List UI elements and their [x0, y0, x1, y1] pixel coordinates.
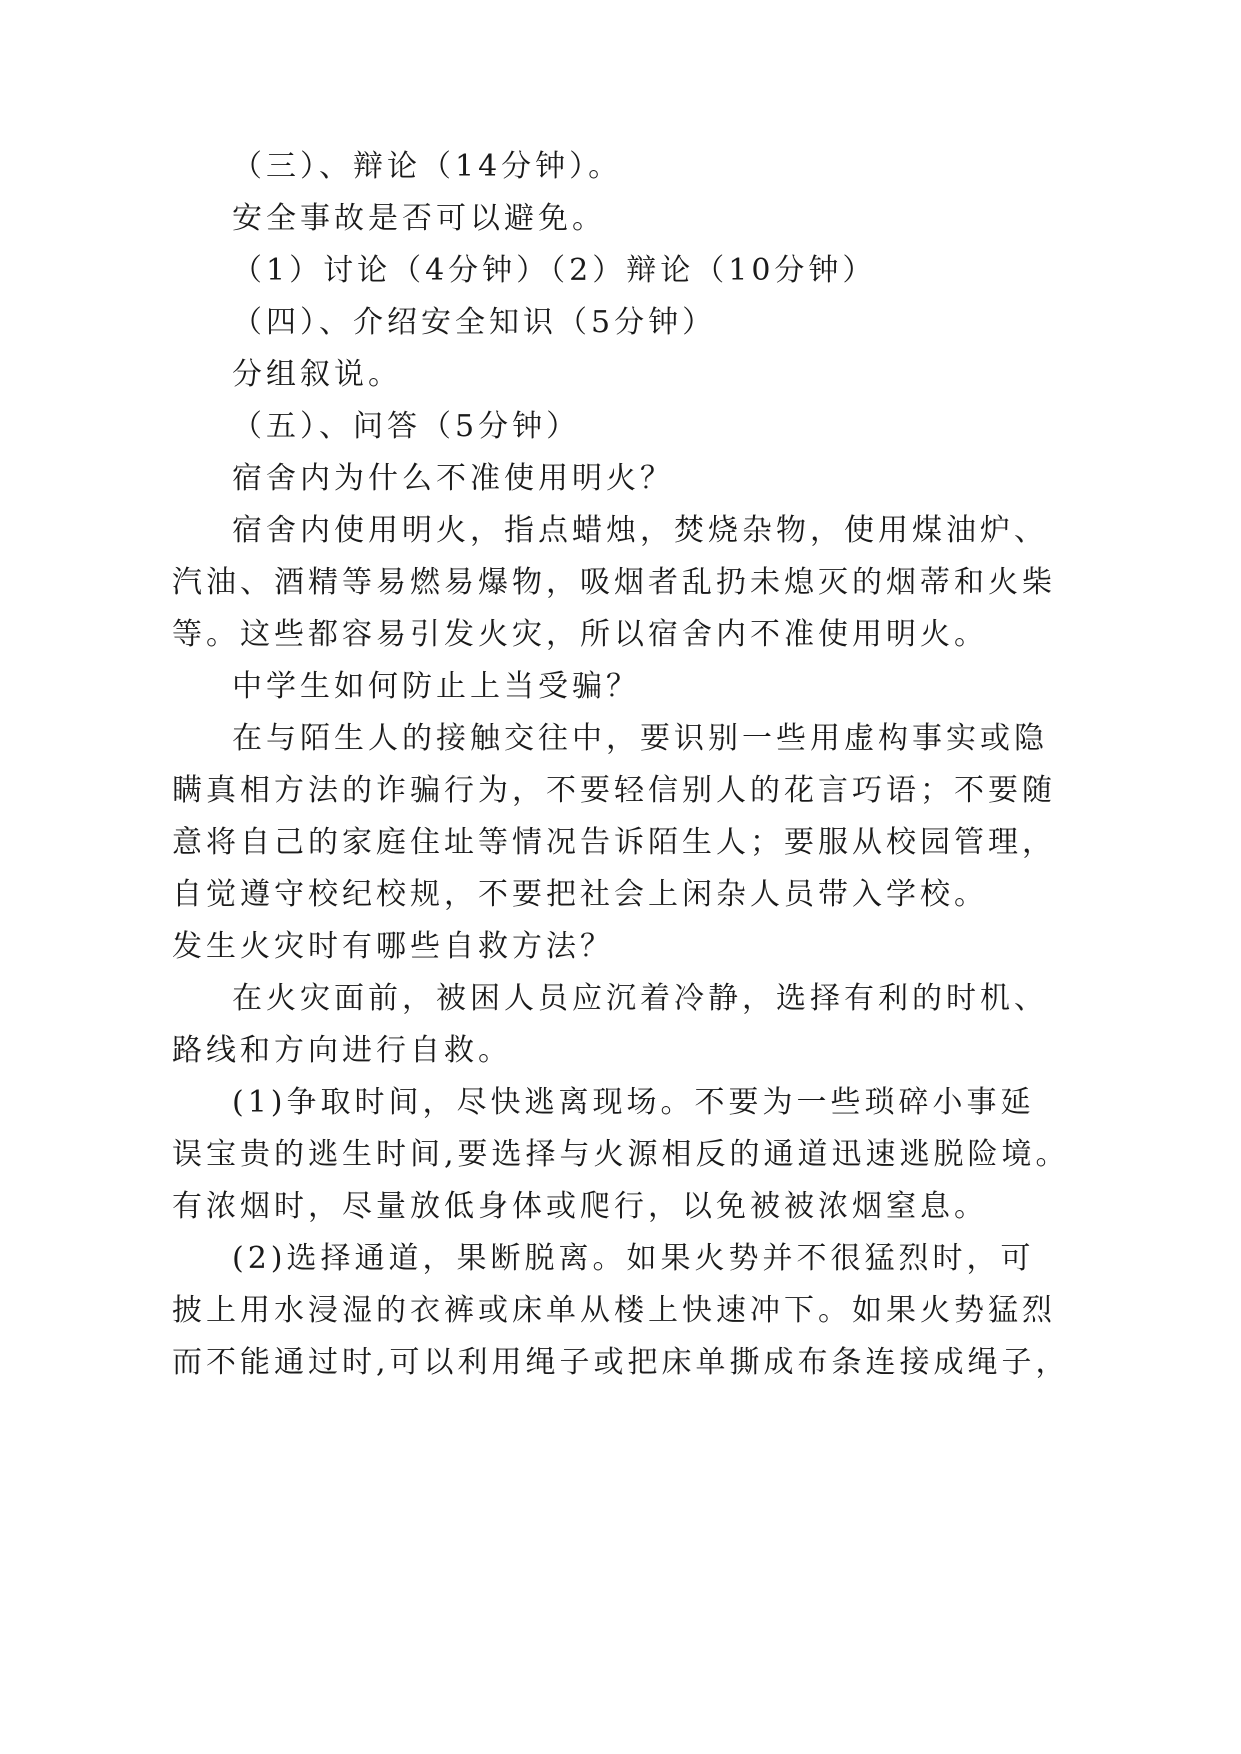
group-narration: 分组叙说。: [232, 357, 402, 392]
answer-open-fire-line-3: 等。这些都容易引发火灾，所以宿舍内不准使用明火。: [172, 617, 988, 652]
answer-fire-intro-line-1: 在火灾面前，被困人员应沉着冷静，选择有利的时机、: [232, 981, 1048, 1016]
section-heading-debate: （三）、辩论（14分钟）。: [232, 149, 623, 184]
question-fraud: 中学生如何防止上当受骗？: [232, 669, 640, 704]
answer-open-fire-line-1: 宿舍内使用明火，指点蜡烛，焚烧杂物，使用煤油炉、: [232, 513, 1048, 548]
rescue-step-1-line-3: 有浓烟时，尽量放低身体或爬行，以免被被浓烟窒息。: [172, 1189, 988, 1224]
rescue-step-2-line-2: 披上用水浸湿的衣裤或床单从楼上快速冲下。如果火势猛烈: [172, 1293, 1056, 1328]
question-fire-self-rescue: 发生火灾时有哪些自救方法？: [172, 929, 614, 964]
rescue-step-1-line-1: (1)争取时间，尽快逃离现场。不要为一些琐碎小事延: [232, 1085, 1035, 1120]
debate-schedule: （1）讨论（4分钟）（2）辩论（10分钟）: [232, 253, 877, 288]
rescue-step-2-line-1: (2)选择通道，果断脱离。如果火势并不很猛烈时，可: [232, 1241, 1035, 1276]
rescue-step-2-line-3: 而不能通过时,可以利用绳子或把床单撕成布条连接成绳子，: [172, 1345, 1070, 1380]
rescue-step-1-line-2: 误宝贵的逃生时间,要选择与火源相反的通道迅速逃脱险境。: [172, 1137, 1070, 1172]
question-open-fire: 宿舍内为什么不准使用明火？: [232, 461, 674, 496]
answer-open-fire-line-2: 汽油、酒精等易燃易爆物，吸烟者乱扔未熄灭的烟蒂和火柴: [172, 565, 1056, 600]
answer-fraud-line-4: 自觉遵守校纪校规，不要把社会上闲杂人员带入学校。: [172, 877, 988, 912]
answer-fraud-line-2: 瞒真相方法的诈骗行为，不要轻信别人的花言巧语；不要随: [172, 773, 1056, 808]
section-heading-qa: （五）、问答（5分钟）: [232, 409, 581, 444]
section-heading-safety-knowledge: （四）、介绍安全知识（5分钟）: [232, 305, 717, 340]
answer-fraud-line-1: 在与陌生人的接触交往中，要识别一些用虚构事实或隐: [232, 721, 1048, 756]
debate-topic: 安全事故是否可以避免。: [232, 201, 606, 236]
answer-fire-intro-line-2: 路线和方向进行自救。: [172, 1033, 512, 1068]
answer-fraud-line-3: 意将自己的家庭住址等情况告诉陌生人；要服从校园管理，: [172, 825, 1056, 860]
